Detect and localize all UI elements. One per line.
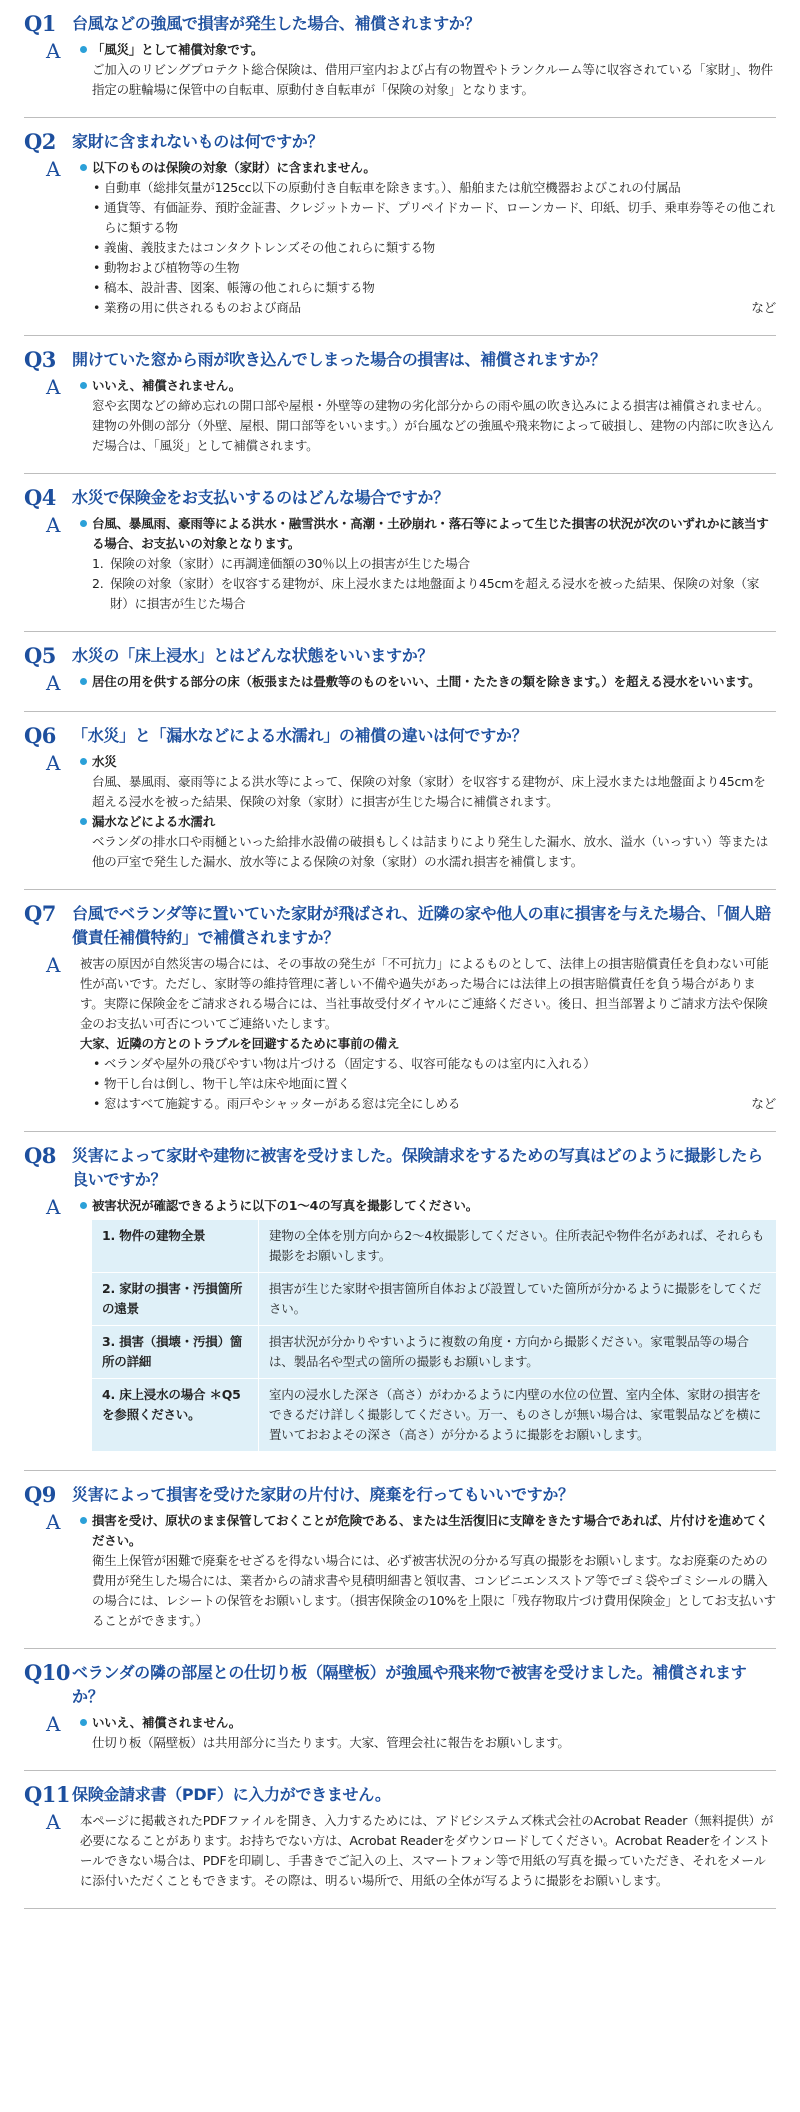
table-cell: 室内の浸水した深さ（高さ）がわかるように内壁の水位の位置、室内全体、家財の損害をできるだけ詳しく撮影してください。万一、ものさしが無い場合は、家電製品などを横に置いておおよその深さ（高さ）が分かるように撮影をお願いします。 — [269, 1387, 762, 1442]
list-item-text: 業務の用に供されるものおよび商品 — [104, 300, 301, 315]
table-cell: 損害が生じた家財や損害箇所自体および設置していた箇所が分かるように撮影をしてください。 — [259, 1273, 777, 1326]
list-number: 1. — [92, 556, 104, 571]
answer-text: 被害の原因が自然災害の場合には、その事故の発生が「不可抗力」によるものとして、法律上の損害賠償責任を負わない可能性が高いです。ただし、家財等の維持管理に著しい不備や過失があった場合には法律上の損害賠償責任を負う場合があります。実際に保険金をご請求される場合には、当社事故受付ダイヤルにご連絡ください。後日、担当部署よりご請求方法や保険金のお支払い可否についてご連絡いたします。 — [80, 956, 769, 1031]
answer-body — [80, 672, 776, 692]
answer-label: A — [46, 1712, 61, 1736]
list-item: • 義歯、義肢またはコンタクトレンズその他これらに類する物 — [104, 238, 776, 258]
excluded-items-list — [80, 178, 776, 318]
answer-body — [80, 514, 776, 614]
answer-lead: 以下のものは保険の対象（家財）に含まれません。 — [80, 158, 776, 178]
list-item: • 稿本、設計書、図案、帳簿の他これらに類する物 — [104, 278, 776, 298]
list-item: • 動物および植物等の生物 — [104, 258, 776, 278]
answer-label: A — [46, 157, 61, 181]
answer-lead-flood: 水災 — [80, 752, 776, 772]
table-row-header: 2. 家財の損害・汚損箇所の遠景 — [92, 1273, 259, 1326]
answer-label: A — [46, 1810, 61, 1834]
preparation-list — [80, 1054, 776, 1114]
question-number: Q3 — [24, 347, 56, 372]
list-item: • ベランダや屋外の飛びやすい物は片づける（固定する、収容可能なものは室内に入れる） — [104, 1054, 776, 1074]
answer-body — [80, 1713, 776, 1753]
faq-item-q3 — [24, 336, 776, 474]
answer-label: A — [46, 671, 61, 695]
question-number: Q10 — [24, 1660, 71, 1685]
list-item: • 通貨等、有価証券、預貯金証書、クレジットカード、プリペイドカード、ローンカード、印紙、切手、乗車券等その他これらに類する物 — [104, 198, 776, 238]
question-text: 家財に含まれないものは何ですか？ — [72, 132, 324, 151]
answer-lead-leak: 漏水などによる水濡れ — [80, 812, 776, 832]
table-row-header: 1. 物件の建物全景 — [92, 1220, 259, 1273]
question-text: 台風でベランダ等に置いていた家財が飛ばされ、近隣の家や他人の車に損害を与えた場合、「個人賠償責任補償特約」で補償されますか？ — [72, 904, 771, 947]
table-row-header: 4. 床上浸水の場合 ＊Q5を参照ください。 — [92, 1379, 259, 1452]
question-number: Q7 — [24, 901, 56, 926]
table-row — [92, 1273, 776, 1326]
answer-body — [80, 954, 776, 1114]
faq-item-q9 — [24, 1471, 776, 1649]
question-text: 水災で保険金をお支払いするのはどんな場合ですか？ — [72, 488, 449, 507]
question-number: Q2 — [24, 129, 56, 154]
question-number: Q6 — [24, 723, 56, 748]
question-text: 災害によって損害を受けた家財の片付け、廃棄を行ってもいいですか？ — [72, 1485, 574, 1504]
answer-text: 窓や玄関などの締め忘れの開口部や屋根・外壁等の建物の劣化部分からの雨や風の吹き込みによる損害は補償されません。建物の外側の部分（外壁、屋根、開口部等をいいます。）が台風などの強風や飛来物によって破損し、建物の内部に吹き込んだ場合は、「風災」として補償されます。 — [92, 398, 774, 453]
table-row — [92, 1379, 776, 1452]
list-item — [92, 554, 776, 574]
answer-body — [80, 752, 776, 872]
list-item — [92, 574, 776, 614]
question-text: 「水災」と「漏水などによる水濡れ」の補償の違いは何ですか？ — [72, 726, 528, 745]
question-number: Q4 — [24, 485, 56, 510]
answer-label: A — [46, 375, 61, 399]
list-item — [104, 1094, 776, 1114]
question-text: 台風などの強風で損害が発生した場合、補償されますか？ — [72, 14, 481, 33]
answer-body — [80, 158, 776, 318]
question-text: ベランダの隣の部屋との仕切り板（隔壁板）が強風や飛来物で被害を受けました。補償されますか？ — [72, 1663, 747, 1706]
table-cell: 損害状況が分かりやすいように複数の角度・方向から撮影ください。家電製品等の場合は、製品名や型式の箇所の撮影もお願いします。 — [259, 1326, 777, 1379]
table-row — [92, 1326, 776, 1379]
faq-item-q4 — [24, 474, 776, 632]
answer-text: 仕切り板（隔壁板）は共用部分に当たります。大家、管理会社に報告をお願いします。 — [92, 1735, 570, 1750]
list-item-text: 保険の対象（家財）に再調達価額の30％以上の損害が生じた場合 — [110, 556, 470, 571]
faq-item-q8 — [24, 1132, 776, 1471]
list-item-text: 窓はすべて施錠する。雨戸やシャッターがある窓は完全にしめる — [104, 1096, 461, 1111]
answer-lead: いいえ、補償されません。 — [80, 376, 776, 396]
faq-item-q6 — [24, 712, 776, 890]
list-number: 2. — [92, 576, 104, 591]
question-text: 保険金請求書（PDF）に入力ができません。 — [72, 1785, 391, 1804]
condition-list — [80, 554, 776, 614]
list-item — [104, 298, 776, 318]
answer-label: A — [46, 39, 61, 63]
answer-body — [80, 376, 776, 456]
answer-lead: 居住の用を供する部分の床（板張または畳敷等のものをいい、土間・たたきの類を除きます。）を超える浸水をいいます。 — [80, 672, 776, 692]
answer-text: ご加入のリビングプロテクト総合保険は、借用戸室内および占有の物置やトランクルーム等に収容されている「家財」、物件指定の駐輪場に保管中の自転車、原動付き自転車が「保険の対象」となります。 — [92, 62, 773, 97]
answer-lead: 「風災」として補償対象です。 — [80, 40, 776, 60]
question-number: Q9 — [24, 1482, 56, 1507]
list-item: • 自動車（総排気量が125cc以下の原動付き自転車を除きます。）、船舶または航空機器およびこれの付属品 — [104, 178, 776, 198]
answer-lead: いいえ、補償されません。 — [80, 1713, 776, 1733]
question-text: 水災の「床上浸水」とはどんな状態をいいますか？ — [72, 646, 434, 665]
answer-lead: 損害を受け、原状のまま保管しておくことが危険である、または生活復旧に支障をきたす場合であれば、片付けを進めてください。 — [80, 1511, 776, 1551]
table-cell: 建物の全体を別方向から2～4枚撮影してください。住所表記や物件名があれば、それらも撮影をお願いします。 — [259, 1220, 777, 1273]
question-text: 災害によって家財や建物に被害を受けました。保険請求をするための写真はどのように撮影したら良いですか？ — [72, 1146, 763, 1189]
answer-lead: 台風、暴風雨、豪雨等による洪水・融雪洪水・高潮・土砂崩れ・落石等によって生じた損害の状況が次のいずれかに該当する場合、お支払いの対象となります。 — [80, 514, 776, 554]
answer-lead: 被害状況が確認できるように以下の1～4の写真を撮影してください。 — [80, 1196, 776, 1216]
answer-body — [80, 1196, 776, 1453]
answer-label: A — [46, 1510, 61, 1534]
answer-subhead: 大家、近隣の方とのトラブルを回避するために事前の備え — [80, 1036, 400, 1051]
faq-item-q10 — [24, 1649, 776, 1771]
question-text: 開けていた窓から雨が吹き込んでしまった場合の損害は、補償されますか？ — [72, 350, 606, 369]
answer-label: A — [46, 1195, 61, 1219]
table-row — [92, 1220, 776, 1273]
question-number: Q8 — [24, 1143, 56, 1168]
answer-body — [80, 1511, 776, 1631]
answer-body — [80, 1811, 776, 1891]
table-row-header: 3. 損害（損壊・汚損）箇所の詳細 — [92, 1326, 259, 1379]
answer-label: A — [46, 953, 61, 977]
answer-text-leak: ベランダの排水口や雨樋といった給排水設備の破損もしくは詰まりにより発生した漏水、放水、溢水（いっすい）等または他の戸室で発生した漏水、放水等による保険の対象（家財）の水濡れ損害を補償します。 — [92, 834, 769, 869]
list-item-text: 保険の対象（家財）を収容する建物が、床上浸水または地盤面より45cmを超える浸水を被った結果、保険の対象（家財）に損害が生じた場合 — [110, 576, 760, 611]
faq-item-q2 — [24, 118, 776, 336]
faq-item-q5 — [24, 632, 776, 712]
answer-text: 衛生上保管が困難で廃棄をせざるを得ない場合には、必ず被害状況の分かる写真の撮影をお願いします。なお廃棄のための費用が発生した場合には、業者からの請求書や見積明細書と領収書、コンビニエンスストア等でゴミ袋やゴミシールの購入の場合には、レシートの保管をお願いします。（損害保険金の10%を上限に「残存物取片づけ費用保険金」としてお支払いすることができます。） — [92, 1553, 776, 1628]
etc-label: など — [751, 300, 776, 315]
faq-item-q7 — [24, 890, 776, 1132]
faq-item-q1 — [24, 0, 776, 118]
photo-guide-table — [92, 1220, 776, 1451]
answer-text: 本ページに掲載されたPDFファイルを開き、入力するためには、アドビシステムズ株式会社のAcrobat Reader（無料提供）が必要になることがあります。お持ちでない方は、Acrobat Readerをダウンロードしてください。Acrobat Readerをインストールできない場合は、PDFを印刷し、手書きでご記入の上、スマートフォン等で用紙の写真を撮っていただき、それをメールに添付いただくこともできます。その際は、明るい場所で、用紙の全体が写るように撮影をお願いします。 — [80, 1813, 774, 1888]
question-number: Q11 — [24, 1782, 71, 1807]
answer-body — [80, 40, 776, 100]
list-item: • 物干し台は倒し、物干し竿は床や地面に置く — [104, 1074, 776, 1094]
question-number: Q5 — [24, 643, 56, 668]
question-number: Q1 — [24, 11, 56, 36]
faq-item-q11 — [24, 1771, 776, 1909]
answer-text-flood: 台風、暴風雨、豪雨等による洪水等によって、保険の対象（家財）を収容する建物が、床上浸水または地盤面より45cmを超える浸水を被った結果、保険の対象（家財）に損害が生じた場合に補償されます。 — [92, 774, 766, 809]
answer-label: A — [46, 513, 61, 537]
answer-label: A — [46, 751, 61, 775]
etc-label: など — [751, 1096, 776, 1111]
